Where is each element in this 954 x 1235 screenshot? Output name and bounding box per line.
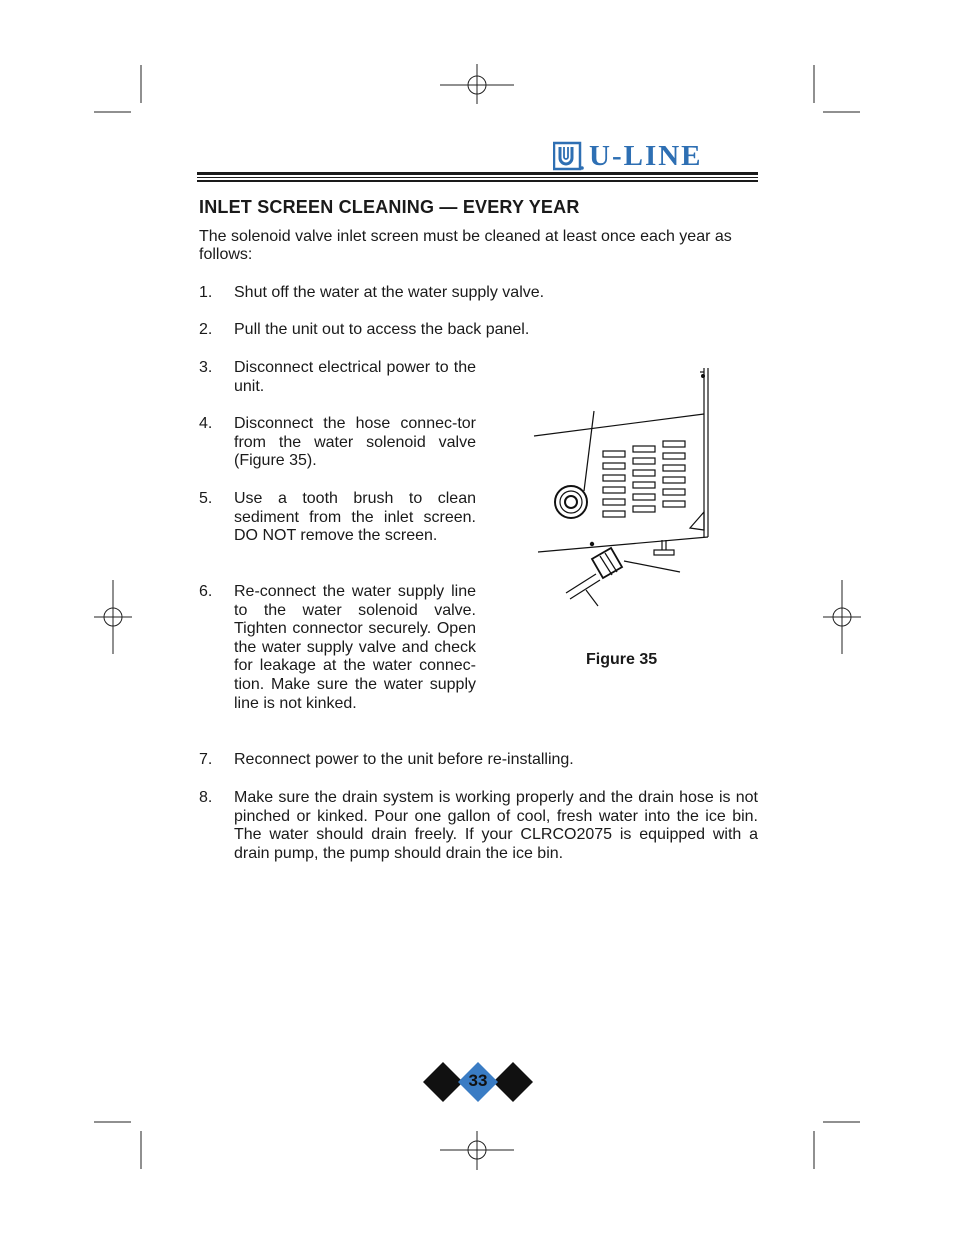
step-text: Pull the unit out to access the back panel. <box>234 321 530 338</box>
step-text: Use a tooth brush to clean sediment from the inlet screen. DO NOT remove the screen. <box>234 490 476 545</box>
section-intro: The solenoid valve inlet screen must be cleaned at least once each year as follows: <box>199 228 732 263</box>
header-rule-thin <box>197 177 758 178</box>
brand-logo <box>553 140 759 172</box>
header-rule <box>197 172 758 175</box>
step-text: Re-connect the water supply line to the water solenoid valve. Tighten connector securely. Open the water supply valve and check for leakage at the water connec-tion. Make sure the water supply line is not kinked. <box>234 583 476 712</box>
figure-caption: Figure 35 <box>586 651 658 668</box>
section-title: INLET SCREEN CLEANING — EVERY YEAR <box>199 197 580 217</box>
step-number: 8. <box>199 789 213 806</box>
page-number: 33 <box>468 1071 488 1090</box>
step-number: 1. <box>199 284 213 301</box>
step-number: 5. <box>199 490 213 507</box>
step-number: 2. <box>199 321 213 338</box>
step-text: Disconnect electrical power to the unit. <box>234 359 476 395</box>
step-number: 6. <box>199 583 213 600</box>
step-number: 4. <box>199 415 213 432</box>
step-text: Shut off the water at the water supply valve. <box>234 284 545 301</box>
u-line-logo-icon <box>553 140 585 172</box>
step-text: Disconnect the hose connec-tor from the water solenoid valve (Figure 35). <box>234 415 476 470</box>
step-text: Make sure the drain system is working properly and the drain hose is not pinched or kinked. Pour one gallon of cool, fresh water into the ice bin. The water should drain freely. If your CLRCO2075 is equipped with a drain pump, the pump should drain the ice bin. <box>234 789 758 862</box>
header-rule-lower <box>197 180 758 182</box>
figure-illustration <box>530 362 730 612</box>
step-number: 3. <box>199 359 213 376</box>
brand-name: U-LINE <box>589 140 703 172</box>
step-number: 7. <box>199 751 213 768</box>
step-text: Reconnect power to the unit before re-installing. <box>234 751 574 768</box>
